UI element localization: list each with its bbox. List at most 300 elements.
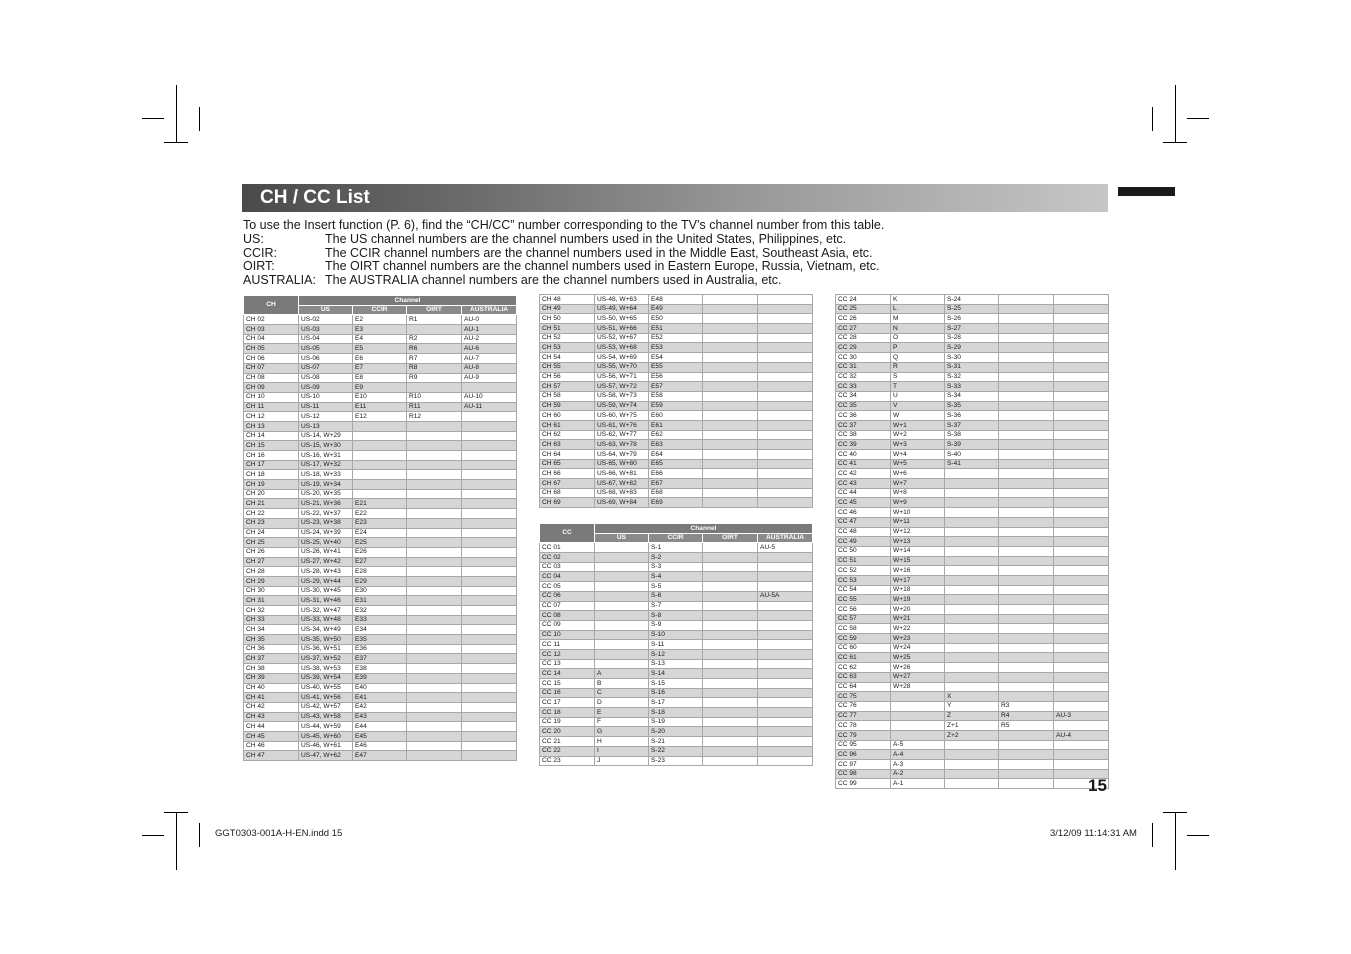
- table-cell: S-22: [649, 746, 703, 756]
- table-cell: [999, 546, 1054, 556]
- table-cell: [1054, 391, 1109, 401]
- table-cell: [1054, 692, 1109, 702]
- table-cell: [945, 479, 999, 489]
- table-row: [836, 304, 1109, 314]
- table-cell: E63: [649, 440, 703, 450]
- table-cell: E25: [353, 538, 407, 548]
- table-cell: CC 07: [540, 601, 595, 611]
- table-cell: W+18: [891, 585, 945, 595]
- table-cell: US-14, W+29: [299, 431, 353, 441]
- table-cell: CC 52: [836, 566, 891, 576]
- table-cell: CH 14: [244, 431, 299, 441]
- table-cell: [407, 470, 462, 480]
- table-cell: [758, 304, 813, 314]
- definition-text: The CCIR channel numbers are the channel numbers used in the Middle East, Southeast Asia, etc.: [325, 245, 873, 260]
- table-cell: [407, 635, 462, 645]
- table-cell: [407, 693, 462, 703]
- table-cell: [703, 659, 758, 669]
- table-cell: [462, 538, 517, 548]
- table-cell: [999, 595, 1054, 605]
- table-cell: [1054, 401, 1109, 411]
- table-row: [836, 391, 1109, 401]
- table-cell: [945, 585, 999, 595]
- table-cell: [999, 411, 1054, 421]
- table-cell: R: [891, 362, 945, 372]
- table-row: [244, 702, 517, 712]
- table-cell: CC 58: [836, 624, 891, 634]
- table-cell: S-13: [649, 659, 703, 669]
- table-cell: [462, 441, 517, 451]
- table-cell: [407, 499, 462, 509]
- crop-mark: [1175, 812, 1176, 870]
- table-row: [244, 431, 517, 441]
- table-cell: S-17: [649, 698, 703, 708]
- table-cell: [703, 401, 758, 411]
- table-cell: US-18, W+33: [299, 470, 353, 480]
- table-cell: [758, 411, 813, 421]
- table-cell: [999, 391, 1054, 401]
- table-cell: [1054, 701, 1109, 711]
- table-cell: [945, 605, 999, 615]
- table-cell: L: [891, 304, 945, 314]
- table-cell: CH 26: [244, 547, 299, 557]
- table-cell: E48: [649, 295, 703, 305]
- table-row: [540, 324, 813, 334]
- table-cell: [1054, 430, 1109, 440]
- table-row: [540, 295, 813, 305]
- definition-term: US:: [243, 231, 264, 246]
- table-cell: [407, 451, 462, 461]
- intro-text: [243, 219, 1123, 288]
- table-cell: E: [595, 708, 649, 718]
- table-cell: CH 54: [540, 353, 595, 363]
- table-cell: [462, 528, 517, 538]
- table-cell: [758, 688, 813, 698]
- table-cell: [462, 731, 517, 741]
- table-cell: [758, 649, 813, 659]
- table-cell: CC 28: [836, 333, 891, 343]
- table-cell: [999, 324, 1054, 334]
- table-cell: CC 13: [540, 659, 595, 669]
- table-cell: [945, 527, 999, 537]
- table-cell: W+24: [891, 643, 945, 653]
- table-cell: E12: [353, 412, 407, 422]
- table-cell: Y: [945, 701, 999, 711]
- table-cell: AU-1: [462, 325, 517, 335]
- table-cell: [758, 391, 813, 401]
- table-cell: S-8: [649, 611, 703, 621]
- table-cell: S-21: [649, 737, 703, 747]
- table-cell: [462, 567, 517, 577]
- table-cell: [945, 566, 999, 576]
- table-cell: CC 48: [836, 527, 891, 537]
- table-cell: US-23, W+38: [299, 518, 353, 528]
- table-cell: [758, 601, 813, 611]
- table-cell: [758, 611, 813, 621]
- table-cell: US-21, W+36: [299, 499, 353, 509]
- table-cell: [999, 527, 1054, 537]
- table-cell: US-47, W+62: [299, 751, 353, 761]
- table-cell: CC 53: [836, 575, 891, 585]
- table-cell: US-08: [299, 373, 353, 383]
- table-cell: US-46, W+61: [299, 741, 353, 751]
- table-cell: CH 52: [540, 333, 595, 343]
- table-cell: [1054, 750, 1109, 760]
- table-cell: [1054, 527, 1109, 537]
- table-row: [540, 669, 813, 679]
- table-cell: CH 13: [244, 421, 299, 431]
- table-cell: [703, 382, 758, 392]
- table-cell: CC 20: [540, 727, 595, 737]
- table-cell: CH 19: [244, 480, 299, 490]
- table-cell: CH 58: [540, 391, 595, 401]
- table-cell: [945, 488, 999, 498]
- table-row: [540, 611, 813, 621]
- table-row: [540, 640, 813, 650]
- table-cell: [462, 741, 517, 751]
- table-cell: [758, 708, 813, 718]
- table-cell: X: [945, 692, 999, 702]
- table-cell: E30: [353, 586, 407, 596]
- table-cell: [703, 353, 758, 363]
- table-row: [244, 499, 517, 509]
- table-cell: CC 21: [540, 737, 595, 747]
- oirt-header: OIRT: [703, 533, 758, 543]
- table-cell: AU-10: [462, 392, 517, 402]
- table-cell: [407, 421, 462, 431]
- table-cell: [407, 644, 462, 654]
- table-cell: [407, 460, 462, 470]
- ccir-header: CCIR: [353, 305, 407, 315]
- table-cell: CC 49: [836, 537, 891, 547]
- table-row: [244, 547, 517, 557]
- table-cell: W+15: [891, 556, 945, 566]
- table-row: [540, 372, 813, 382]
- table-row: [540, 708, 813, 718]
- definition-term: AUSTRALIA:: [243, 273, 316, 288]
- table-cell: [595, 543, 649, 553]
- table-row: [836, 517, 1109, 527]
- table-cell: [353, 460, 407, 470]
- table-row: [244, 693, 517, 703]
- table-cell: CH 69: [540, 498, 595, 508]
- table-cell: [595, 553, 649, 563]
- table-cell: US-49, W+64: [595, 304, 649, 314]
- table-cell: CC 95: [836, 740, 891, 750]
- table-cell: [945, 682, 999, 692]
- crop-mark: [1163, 142, 1187, 143]
- table-cell: [758, 737, 813, 747]
- table-row: [244, 586, 517, 596]
- table-cell: US-67, W+82: [595, 479, 649, 489]
- table-row: [836, 498, 1109, 508]
- table-row: [836, 701, 1109, 711]
- table-cell: S-14: [649, 669, 703, 679]
- table-cell: CC 47: [836, 517, 891, 527]
- table-cell: US-64, W+79: [595, 450, 649, 460]
- table-cell: [999, 779, 1054, 789]
- table-cell: CH 44: [244, 722, 299, 732]
- table-row: [540, 562, 813, 572]
- table-cell: [462, 644, 517, 654]
- table-cell: [353, 421, 407, 431]
- crop-mark: [1163, 812, 1187, 813]
- table-cell: E29: [353, 576, 407, 586]
- table-cell: W+17: [891, 575, 945, 585]
- table-cell: US-25, W+40: [299, 538, 353, 548]
- table-cell: E35: [353, 635, 407, 645]
- table-cell: J: [595, 756, 649, 766]
- table-cell: CC 14: [540, 669, 595, 679]
- table-cell: W+3: [891, 440, 945, 450]
- table-cell: CH 45: [244, 731, 299, 741]
- table-cell: US-66, W+81: [595, 469, 649, 479]
- table-cell: CC 23: [540, 756, 595, 766]
- table-cell: [758, 679, 813, 689]
- table-cell: T: [891, 382, 945, 392]
- table-cell: US-37, W+52: [299, 654, 353, 664]
- table-cell: US-68, W+83: [595, 488, 649, 498]
- table-cell: CH 37: [244, 654, 299, 664]
- table-cell: CC 01: [540, 543, 595, 553]
- table-cell: S-7: [649, 601, 703, 611]
- table-cell: O: [891, 333, 945, 343]
- table-cell: R12: [407, 412, 462, 422]
- table-cell: CC 11: [540, 640, 595, 650]
- table-cell: E68: [649, 488, 703, 498]
- table-row: [836, 314, 1109, 324]
- table-cell: [999, 333, 1054, 343]
- table-cell: [407, 518, 462, 528]
- table-cell: [891, 701, 945, 711]
- table-cell: CC 76: [836, 701, 891, 711]
- table-cell: [999, 653, 1054, 663]
- table-cell: CH 59: [540, 401, 595, 411]
- table-row: [244, 712, 517, 722]
- table-cell: [999, 304, 1054, 314]
- table-cell: E2: [353, 315, 407, 325]
- table-row: [540, 572, 813, 582]
- table-row: [836, 430, 1109, 440]
- table-cell: [462, 654, 517, 664]
- table-cell: [462, 683, 517, 693]
- table-cell: CH 17: [244, 460, 299, 470]
- table-cell: S-30: [945, 353, 999, 363]
- table-cell: A-1: [891, 779, 945, 789]
- table-cell: [1054, 634, 1109, 644]
- table-cell: [703, 553, 758, 563]
- table-cell: [703, 488, 758, 498]
- table-cell: [703, 295, 758, 305]
- table-cell: [758, 324, 813, 334]
- table-row: [244, 412, 517, 422]
- table-cell: W+13: [891, 537, 945, 547]
- table-cell: CC 12: [540, 649, 595, 659]
- table-cell: [1054, 469, 1109, 479]
- table-row: [244, 518, 517, 528]
- table-cell: [595, 611, 649, 621]
- table-cell: [462, 751, 517, 761]
- table-cell: US-38, W+53: [299, 664, 353, 674]
- table-cell: [703, 304, 758, 314]
- table-cell: S-15: [649, 679, 703, 689]
- table-row: [836, 653, 1109, 663]
- cc-header: CC: [540, 524, 595, 543]
- table-row: [244, 354, 517, 364]
- table-cell: [758, 572, 813, 582]
- table-cell: CH 06: [244, 354, 299, 364]
- table-cell: R5: [999, 721, 1054, 731]
- table-cell: [703, 572, 758, 582]
- table-row: [244, 664, 517, 674]
- table-cell: S-2: [649, 553, 703, 563]
- table-cell: Z+1: [945, 721, 999, 731]
- table-cell: US-53, W+68: [595, 343, 649, 353]
- table-cell: [462, 518, 517, 528]
- table-cell: [1054, 595, 1109, 605]
- table-row: [244, 722, 517, 732]
- table-cell: Z+2: [945, 730, 999, 740]
- table-cell: [703, 420, 758, 430]
- table-cell: [703, 582, 758, 592]
- table-cell: CC 39: [836, 440, 891, 450]
- table-cell: E28: [353, 567, 407, 577]
- table-cell: W+22: [891, 624, 945, 634]
- table-cell: US-39, W+54: [299, 673, 353, 683]
- table-cell: [407, 557, 462, 567]
- table-cell: [407, 528, 462, 538]
- table-cell: A-5: [891, 740, 945, 750]
- table-cell: E33: [353, 615, 407, 625]
- table-cell: AU-9: [462, 373, 517, 383]
- table-cell: CC 37: [836, 420, 891, 430]
- table-cell: CC 63: [836, 672, 891, 682]
- table-cell: US-27, W+42: [299, 557, 353, 567]
- table-cell: CC 51: [836, 556, 891, 566]
- table-cell: [1054, 682, 1109, 692]
- table-row: [836, 760, 1109, 770]
- table-row: [540, 488, 813, 498]
- table-cell: [1054, 546, 1109, 556]
- crop-mark: [1175, 85, 1176, 143]
- table-cell: E57: [649, 382, 703, 392]
- table-row: [540, 746, 813, 756]
- table-cell: [945, 750, 999, 760]
- table-row: [540, 304, 813, 314]
- table-cell: [758, 669, 813, 679]
- table-cell: S-29: [945, 343, 999, 353]
- table-cell: W+20: [891, 605, 945, 615]
- table-cell: H: [595, 737, 649, 747]
- table-cell: [1054, 721, 1109, 731]
- ch-table-1: [243, 295, 517, 761]
- table-cell: CC 33: [836, 382, 891, 392]
- table-cell: US-22, W+37: [299, 509, 353, 519]
- table-cell: [407, 751, 462, 761]
- table-cell: [703, 562, 758, 572]
- table-cell: [999, 362, 1054, 372]
- table-cell: [1054, 353, 1109, 363]
- table-cell: [758, 640, 813, 650]
- table-cell: CC 27: [836, 324, 891, 334]
- table-cell: CH 21: [244, 499, 299, 509]
- table-cell: W+6: [891, 469, 945, 479]
- table-cell: CH 61: [540, 420, 595, 430]
- table-row: [244, 421, 517, 431]
- table-cell: US-10: [299, 392, 353, 402]
- table-cell: S-9: [649, 620, 703, 630]
- table-cell: [407, 547, 462, 557]
- table-cell: [703, 688, 758, 698]
- table-cell: CC 05: [540, 582, 595, 592]
- table-cell: S-40: [945, 450, 999, 460]
- table-cell: [703, 324, 758, 334]
- table-cell: US-04: [299, 334, 353, 344]
- table-cell: [407, 586, 462, 596]
- table-cell: [407, 712, 462, 722]
- table-row: [540, 450, 813, 460]
- table-cell: R3: [999, 701, 1054, 711]
- table-cell: [1054, 508, 1109, 518]
- table-cell: CH 25: [244, 538, 299, 548]
- table-row: [836, 353, 1109, 363]
- table-cell: E49: [649, 304, 703, 314]
- table-cell: E26: [353, 547, 407, 557]
- table-cell: [595, 659, 649, 669]
- table-cell: AU-2: [462, 334, 517, 344]
- table-cell: [407, 383, 462, 393]
- table-cell: CH 53: [540, 343, 595, 353]
- table-cell: [945, 760, 999, 770]
- table-cell: E42: [353, 702, 407, 712]
- table-cell: W+21: [891, 614, 945, 624]
- table-row: [540, 333, 813, 343]
- table-cell: [462, 606, 517, 616]
- table-cell: E65: [649, 459, 703, 469]
- table-row: [244, 528, 517, 538]
- definition-term: CCIR:: [243, 245, 278, 260]
- table-cell: CH 24: [244, 528, 299, 538]
- table-cell: CH 41: [244, 693, 299, 703]
- table-cell: [595, 640, 649, 650]
- crop-mark: [199, 107, 200, 131]
- table-cell: S-36: [945, 411, 999, 421]
- table-cell: [595, 620, 649, 630]
- side-tab-marker: [1118, 187, 1175, 196]
- table-cell: [703, 391, 758, 401]
- table-row: [244, 731, 517, 741]
- table-cell: CH 11: [244, 402, 299, 412]
- table-cell: [407, 489, 462, 499]
- table-cell: E10: [353, 392, 407, 402]
- table-cell: S-28: [945, 333, 999, 343]
- table-cell: W+25: [891, 653, 945, 663]
- table-cell: CH 65: [540, 459, 595, 469]
- footer-filename: GGT0303-001A-H-EN.indd 15: [215, 828, 343, 839]
- table-cell: CC 18: [540, 708, 595, 718]
- table-cell: [462, 460, 517, 470]
- table-cell: E43: [353, 712, 407, 722]
- table-cell: [462, 421, 517, 431]
- table-cell: US-02: [299, 315, 353, 325]
- table-cell: CH 32: [244, 606, 299, 616]
- table-cell: E67: [649, 479, 703, 489]
- table-cell: W+5: [891, 459, 945, 469]
- table-row: [836, 663, 1109, 673]
- table-cell: [703, 727, 758, 737]
- table-cell: [891, 711, 945, 721]
- table-cell: US-17, W+32: [299, 460, 353, 470]
